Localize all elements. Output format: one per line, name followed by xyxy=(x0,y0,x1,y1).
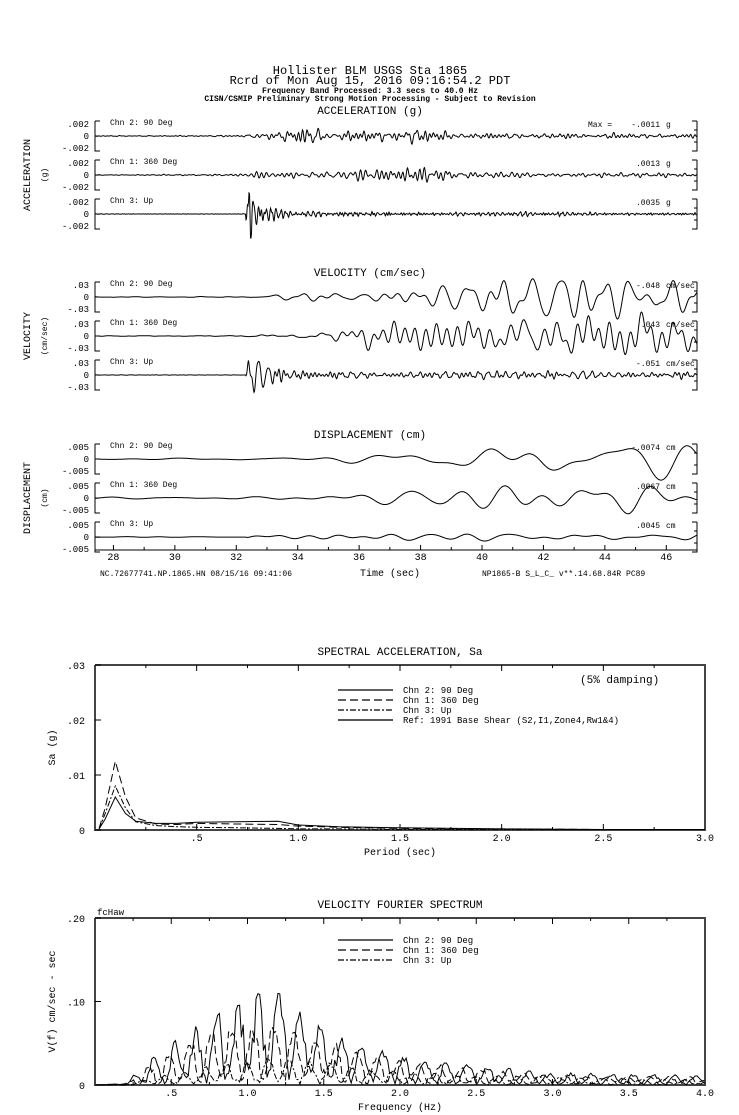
velocity-unit-label: (cm/sec) xyxy=(41,316,50,356)
x-tick-label: 3.5 xyxy=(619,1089,638,1100)
waveform-trace xyxy=(95,168,697,183)
time-tick-label: 38 xyxy=(414,553,427,564)
time-series-panels xyxy=(23,106,697,564)
acceleration-panel xyxy=(23,106,697,238)
peak-unit: cm/sec xyxy=(666,360,695,369)
y-tick-top: .005 xyxy=(67,521,89,531)
fourier-title: VELOCITY FOURIER SPECTRUM xyxy=(317,900,483,912)
legend-label: Chn 3: Up xyxy=(403,956,452,966)
fourier-y-label: V(f) cm/sec - sec xyxy=(48,950,59,1053)
processing-version: NP1865-B S_L_C_ v**.14.68.84R PC89 xyxy=(482,570,646,579)
processing-note: CISN/CSMIP Preliminary Strong Motion Processing - Subject to Revision xyxy=(204,95,536,104)
displacement-unit-label: (cm) xyxy=(41,488,50,508)
y-tick-top: .002 xyxy=(67,159,89,169)
channel-label: Chn 3: Up xyxy=(110,520,154,529)
x-tick-label: 1.0 xyxy=(289,834,308,845)
peak-value: .0035 xyxy=(635,199,660,208)
y-tick-label: 0 xyxy=(78,827,85,838)
channel-label: Chn 1: 360 Deg xyxy=(110,481,178,490)
waveform-trace xyxy=(95,279,697,319)
y-tick-zero: 0 xyxy=(83,293,89,303)
x-tick-label: 2.0 xyxy=(492,834,511,845)
y-tick-bottom: -.005 xyxy=(61,467,89,477)
legend-label: Chn 3: Up xyxy=(403,706,452,716)
sa-title: SPECTRAL ACCELERATION, Sa xyxy=(317,647,483,659)
y-tick-label: .03 xyxy=(66,662,85,673)
channel-label: Chn 2: 90 Deg xyxy=(110,442,173,451)
x-tick-label: 2.5 xyxy=(467,1089,486,1100)
x-tick-label: 1.5 xyxy=(390,834,410,845)
damping-note: (5% damping) xyxy=(580,675,660,687)
trace-row xyxy=(62,442,697,480)
y-tick-bottom: -.03 xyxy=(67,383,89,393)
peak-value: -.0074 xyxy=(631,444,660,453)
time-tick-label: 42 xyxy=(537,553,550,564)
x-tick-label: 1.5 xyxy=(314,1089,333,1100)
y-tick-label: .10 xyxy=(66,998,85,1010)
peak-value: .043 xyxy=(640,321,660,330)
peak-value: -.051 xyxy=(635,360,660,369)
waveform-trace xyxy=(95,486,697,514)
legend-label: Chn 2: 90 Deg xyxy=(403,936,474,946)
waveform-trace xyxy=(95,312,697,355)
peak-value: .0067 xyxy=(635,483,660,492)
y-tick-label: .02 xyxy=(66,717,85,728)
peak-unit: cm/sec xyxy=(666,321,695,330)
waveform-trace xyxy=(95,193,697,238)
y-tick-bottom: -.03 xyxy=(67,305,89,315)
y-tick-label: 0 xyxy=(78,1082,85,1093)
y-tick-bottom: -.002 xyxy=(61,183,89,193)
max-label: Max = xyxy=(588,121,613,130)
peak-unit: g xyxy=(666,121,671,130)
record-time: Rcrd of Mon Aug 15, 2016 09:16:54.2 PDT xyxy=(229,74,511,88)
peak-unit: cm xyxy=(666,444,676,453)
displacement-title: DISPLACEMENT (cm) xyxy=(313,430,427,442)
trace-row xyxy=(67,312,697,355)
record-id: NC.72677741.NP.1865.HN 08/15/16 09:41:06 xyxy=(100,570,293,579)
x-tick-label: .5 xyxy=(165,1089,178,1100)
fourier-series-1 xyxy=(95,993,704,1085)
x-tick-label: .5 xyxy=(190,834,203,845)
y-tick-bottom: -.005 xyxy=(61,506,89,516)
acceleration-axis-label: ACCELERATION xyxy=(23,138,34,212)
x-tick-label: 3.0 xyxy=(543,1089,562,1100)
legend-label: Chn 1: 360 Deg xyxy=(403,946,479,956)
channel-label: Chn 2: 90 Deg xyxy=(110,119,173,128)
y-tick-bottom: -.005 xyxy=(61,545,89,555)
fourier-x-label: Frequency (Hz) xyxy=(357,1103,443,1114)
velocity-axis-label: VELOCITY xyxy=(23,311,34,361)
trace-row xyxy=(62,481,697,516)
y-tick-top: .002 xyxy=(67,198,89,208)
y-tick-zero: 0 xyxy=(83,371,89,381)
trace-row xyxy=(62,193,697,238)
y-tick-bottom: -.002 xyxy=(61,222,89,232)
waveform-trace xyxy=(95,128,697,144)
peak-value: .0045 xyxy=(635,522,660,531)
time-tick-label: 46 xyxy=(660,553,673,564)
y-tick-top: .005 xyxy=(67,482,89,492)
waveform-trace xyxy=(95,446,697,480)
sa-frame xyxy=(95,665,705,830)
sa-x-label: Period (sec) xyxy=(363,848,437,859)
time-tick-label: 34 xyxy=(291,553,304,564)
trace-row xyxy=(62,158,697,193)
x-tick-label: 2.5 xyxy=(594,834,613,845)
x-tick-label: 1.0 xyxy=(238,1089,257,1100)
y-tick-zero: 0 xyxy=(83,210,89,220)
peak-unit: cm xyxy=(666,483,676,492)
channel-label: Chn 2: 90 Deg xyxy=(110,280,173,289)
peak-value: .0013 xyxy=(635,160,660,169)
frequency-band: Frequency Band Processed: 3.3 secs to 40.0 Hz xyxy=(261,87,479,96)
trace-row xyxy=(62,119,697,154)
legend-label: Chn 2: 90 Deg xyxy=(403,686,474,696)
peak-unit: g xyxy=(666,199,671,208)
sa-series-2 xyxy=(99,761,705,829)
peak-unit: g xyxy=(666,160,671,169)
trace-row xyxy=(67,358,697,393)
peak-unit: cm xyxy=(666,522,676,531)
peak-value: -.048 xyxy=(635,282,660,291)
x-tick-label: 4.0 xyxy=(695,1089,715,1100)
peak-value: -.0011 xyxy=(631,121,660,130)
y-tick-top: .002 xyxy=(67,120,89,130)
time-tick-label: 44 xyxy=(598,553,611,564)
waveform-trace xyxy=(95,534,697,541)
fourier-series-2 xyxy=(95,1028,704,1085)
y-tick-zero: 0 xyxy=(83,455,89,465)
time-axis-label: Time (sec) xyxy=(359,569,421,580)
y-tick-label: .01 xyxy=(66,772,85,783)
time-tick-label: 28 xyxy=(107,553,120,564)
waveform-trace xyxy=(95,361,697,393)
velocity-panel xyxy=(23,268,697,393)
channel-label: Chn 1: 360 Deg xyxy=(110,319,178,328)
time-tick-label: 32 xyxy=(230,553,243,564)
station-title: Hollister BLM USGS Sta 1865 xyxy=(272,64,468,78)
y-tick-label: .20 xyxy=(66,915,85,926)
channel-label: Chn 3: Up xyxy=(110,197,154,206)
y-tick-zero: 0 xyxy=(83,494,89,504)
peak-unit: cm/sec xyxy=(666,282,695,291)
velocity-title: VELOCITY (cm/sec) xyxy=(313,268,427,280)
time-axis xyxy=(95,544,697,550)
y-tick-top: .03 xyxy=(72,320,89,330)
fourier-spectrum-chart xyxy=(47,900,714,1114)
time-tick-label: 36 xyxy=(353,553,366,564)
y-tick-top: .03 xyxy=(72,359,89,369)
x-tick-label: 3.0 xyxy=(695,834,715,845)
spectral-acceleration-chart xyxy=(47,647,714,859)
y-tick-zero: 0 xyxy=(83,332,89,342)
y-tick-bottom: -.002 xyxy=(61,144,89,154)
fourier-frame xyxy=(95,918,705,1085)
displacement-axis-label: DISPLACEMENT xyxy=(23,461,34,535)
x-tick-label: 2.0 xyxy=(390,1089,410,1100)
acceleration-unit-label: (g) xyxy=(41,167,50,183)
y-tick-zero: 0 xyxy=(83,132,89,142)
channel-label: Chn 1: 360 Deg xyxy=(110,158,178,167)
legend-label: Ref: 1991 Base Shear (S2,I1,Zone4,Rw1&4) xyxy=(403,716,620,726)
time-tick-label: 40 xyxy=(475,553,489,564)
channel-label: Chn 3: Up xyxy=(110,358,154,367)
sa-series-1 xyxy=(99,797,705,830)
time-axis-footer xyxy=(100,568,645,580)
y-tick-bottom: -.03 xyxy=(67,344,89,354)
y-tick-zero: 0 xyxy=(83,533,89,543)
time-tick-label: 30 xyxy=(168,553,181,564)
corner-label: fcHaw xyxy=(97,908,125,918)
legend-label: Chn 1: 360 Deg xyxy=(403,696,479,706)
displacement-panel xyxy=(23,430,697,555)
sa-y-label: Sa (g) xyxy=(48,729,59,766)
y-tick-zero: 0 xyxy=(83,171,89,181)
record-header xyxy=(204,64,535,104)
y-tick-top: .005 xyxy=(67,443,89,453)
acceleration-title: ACCELERATION (g) xyxy=(317,106,423,118)
trace-row xyxy=(67,279,697,319)
y-tick-top: .03 xyxy=(72,281,89,291)
